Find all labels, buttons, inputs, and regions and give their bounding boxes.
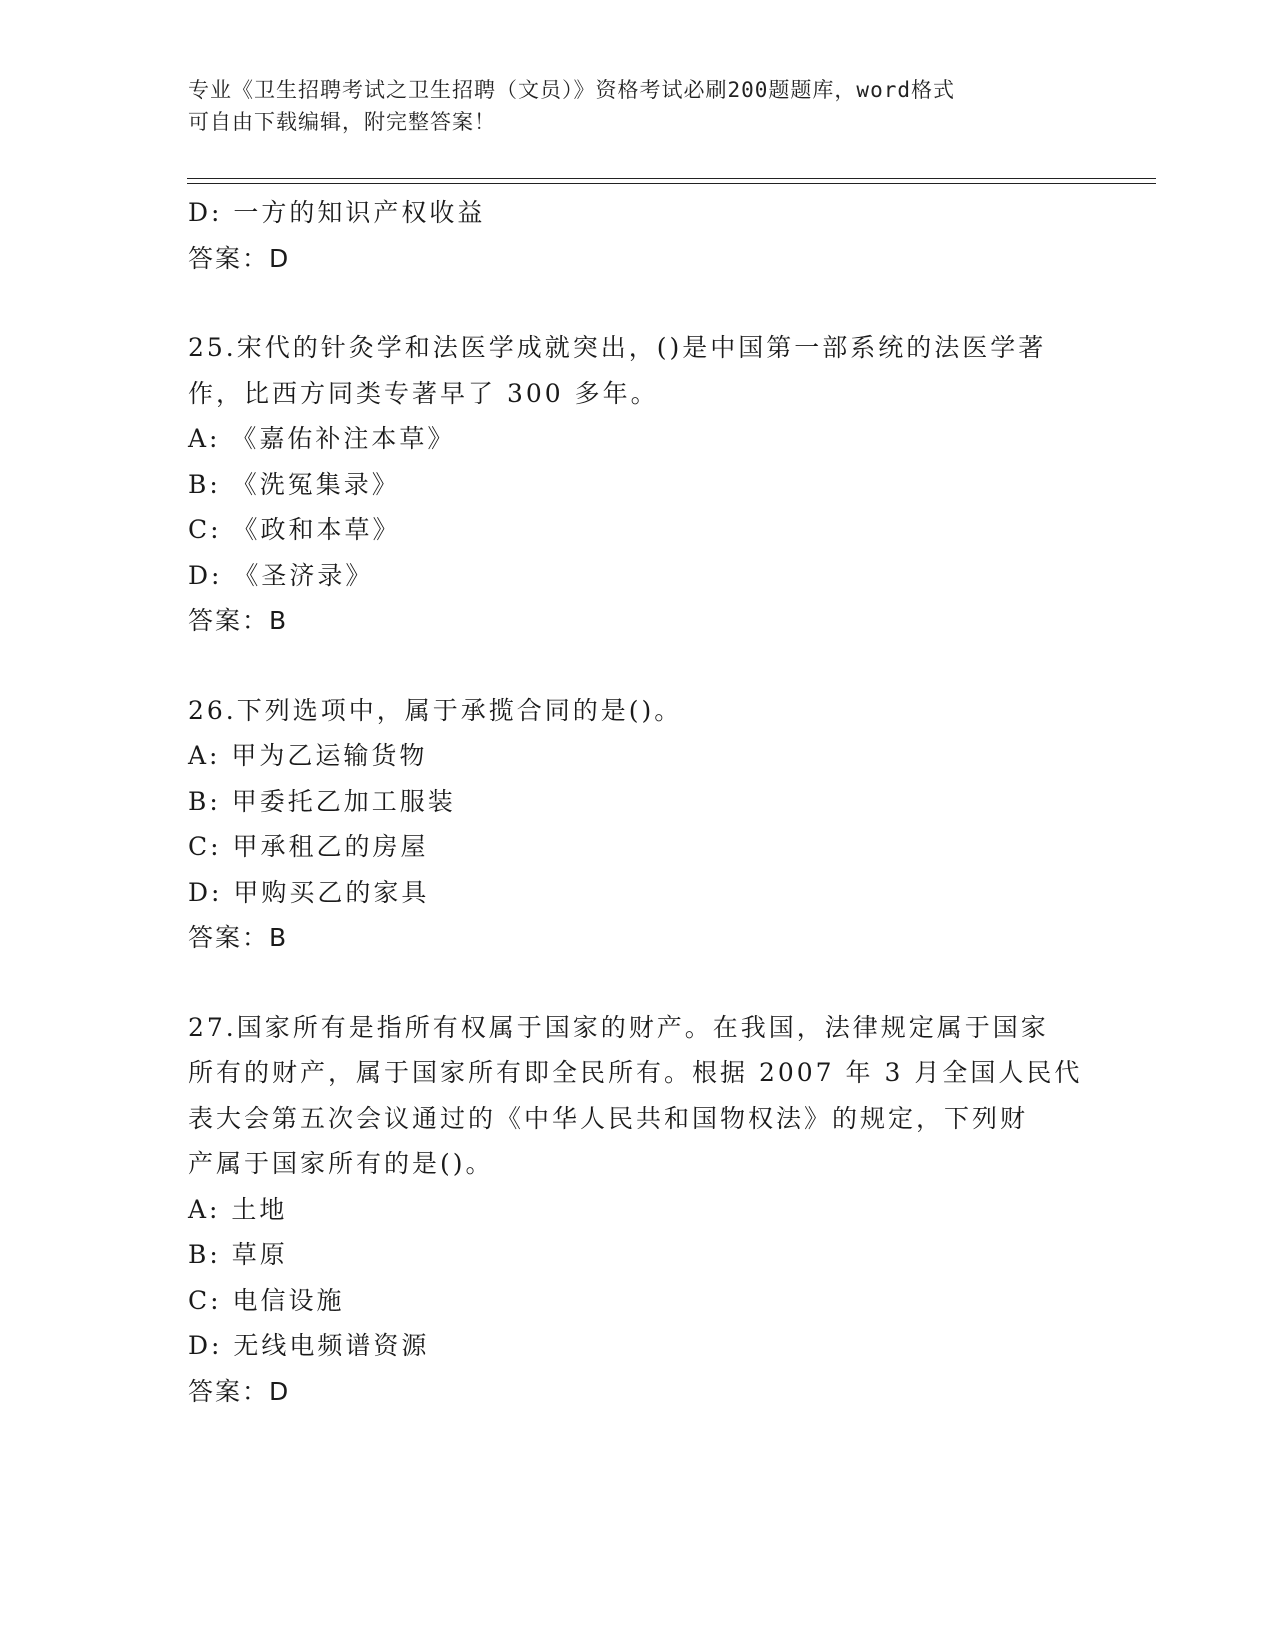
option-b: B: 草原 — [188, 1240, 288, 1269]
header-divider-bottom — [187, 183, 1156, 184]
option-a: A: 土地 — [188, 1194, 288, 1224]
option-c: C: 甲承租乙的房屋 — [188, 832, 429, 861]
header-divider-top — [187, 178, 1156, 179]
option-d: D: 无线电频谱资源 — [188, 1331, 430, 1360]
option-c: C: 电信设施 — [188, 1285, 345, 1315]
answer: 答案：B — [188, 606, 289, 635]
spacer — [188, 644, 1088, 688]
question-text-line: 作，比西方同类专著早了 300 多年。 — [188, 378, 659, 408]
option-d: D: 《圣济录》 — [188, 560, 374, 590]
spacer — [188, 961, 1088, 1005]
question-text-line: 产属于国家所有的是()。 — [188, 1149, 494, 1178]
option-a: A: 甲为乙运输货物 — [188, 741, 428, 770]
question-text-line: 所有的财产，属于国家所有即全民所有。根据 2007 年 3 月全国人民代 — [188, 1058, 1083, 1087]
question-26 — [188, 688, 1088, 961]
header-line-1: 专业《卫生招聘考试之卫生招聘（文员）》资格考试必刷200题题库，word格式 — [188, 78, 955, 102]
option-a: A: 《嘉佑补注本草》 — [188, 424, 456, 453]
header-line-2: 可自由下载编辑，附完整答案！ — [188, 110, 496, 134]
answer: 答案：D — [188, 1376, 291, 1406]
question-27 — [188, 1005, 1088, 1415]
question-list — [188, 190, 1088, 1414]
option-b: B: 《洗冤集录》 — [188, 469, 400, 499]
question-25 — [188, 325, 1088, 644]
option-c: C: 《政和本草》 — [188, 515, 401, 544]
answer: 答案：B — [188, 923, 289, 952]
spacer — [188, 281, 1088, 325]
question-text-line: 表大会第五次会议通过的《中华人民共和国物权法》的规定，下列财 — [188, 1103, 1029, 1133]
option-b: B: 甲委托乙加工服装 — [188, 786, 456, 816]
question-text-line: 25.宋代的针灸学和法医学成就突出，()是中国第一部系统的法医学著 — [188, 333, 1047, 362]
question-text-line: 26.下列选项中，属于承揽合同的是()。 — [188, 695, 683, 725]
question-text-line: 27.国家所有是指所有权属于国家的财产。在我国，法律规定属于国家 — [188, 1012, 1049, 1042]
carryover-option-d: D: 一方的知识产权收益 — [188, 198, 486, 227]
option-d: D: 甲购买乙的家具 — [188, 877, 430, 907]
carryover-answer: 答案：D — [188, 243, 291, 273]
document-header — [188, 74, 1088, 138]
